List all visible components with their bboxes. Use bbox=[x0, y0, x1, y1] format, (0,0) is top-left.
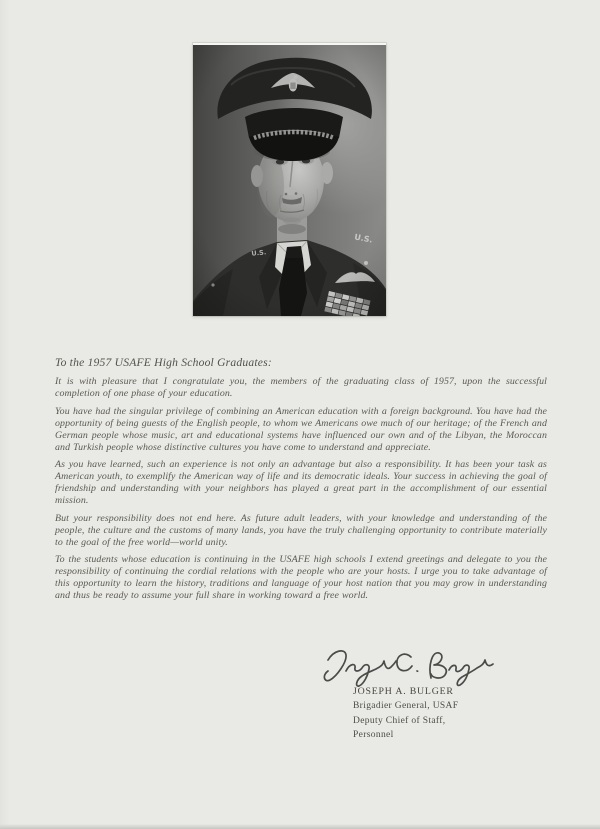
letter-paragraph-2: You have had the singular privilege of combining an American education with a foreign background. You have had the opportunity of being guests of the English people, to whom we Americans owe much of our heritage; of the French and German people whose music, art and educational systems have influenced our own and of the Libyan, the Moroccan and Turkish people whose distinctive cultures you have come to understand and appreciate. bbox=[55, 405, 547, 453]
handwritten-signature bbox=[318, 644, 498, 689]
signer-title-2: Deputy Chief of Staff, bbox=[353, 715, 446, 726]
page-left-edge-shading bbox=[0, 0, 10, 829]
letter-paragraph-5: To the students whose education is continuing in the USAFE high schools I extend greetings and delegate to you the responsibility of continuing the cordial relations with the people who are your hosts. I urge you to take advantage of this opportunity to learn the history, traditions and language of your host nation that you may grow in understanding and thus be ready to assume your full share in working toward a free world. bbox=[55, 554, 547, 601]
signature-block bbox=[353, 685, 458, 742]
signer-title-3: Personnel bbox=[353, 729, 394, 740]
portrait-photo-graphic bbox=[193, 45, 386, 316]
letter-salutation: To the 1957 USAFE High School Graduates: bbox=[55, 356, 272, 369]
signer-title-1: Brigadier General, USAF bbox=[353, 701, 459, 712]
page-bottom-edge-shading bbox=[0, 824, 600, 829]
portrait-photo bbox=[193, 43, 386, 316]
letter-paragraph-4: But your responsibility does not end here. As future adult leaders, with your knowledge and understanding of the people, the culture and the customs of many lands, you have the truly challenging opportunity to contribute materially to the goal of the free world—world unity. bbox=[55, 512, 547, 548]
letter-body bbox=[55, 356, 547, 608]
letter-paragraph-3: As you have learned, such an experience is not only an advantage but also a responsibility. It has been your task as American youth, to exemplify the American way of life and its democratic ideals. Your success in achieving the goal of friendship and understanding with your neighbors has played a great part in the accomplishment of our essential mission. bbox=[55, 459, 547, 506]
letter-paragraph-1: It is with pleasure that I congratulate you, the members of the graduating class of 1957, upon the successful completion of one phase of your education. bbox=[55, 376, 547, 399]
signer-name: JOSEPH A. BULGER bbox=[353, 686, 454, 697]
